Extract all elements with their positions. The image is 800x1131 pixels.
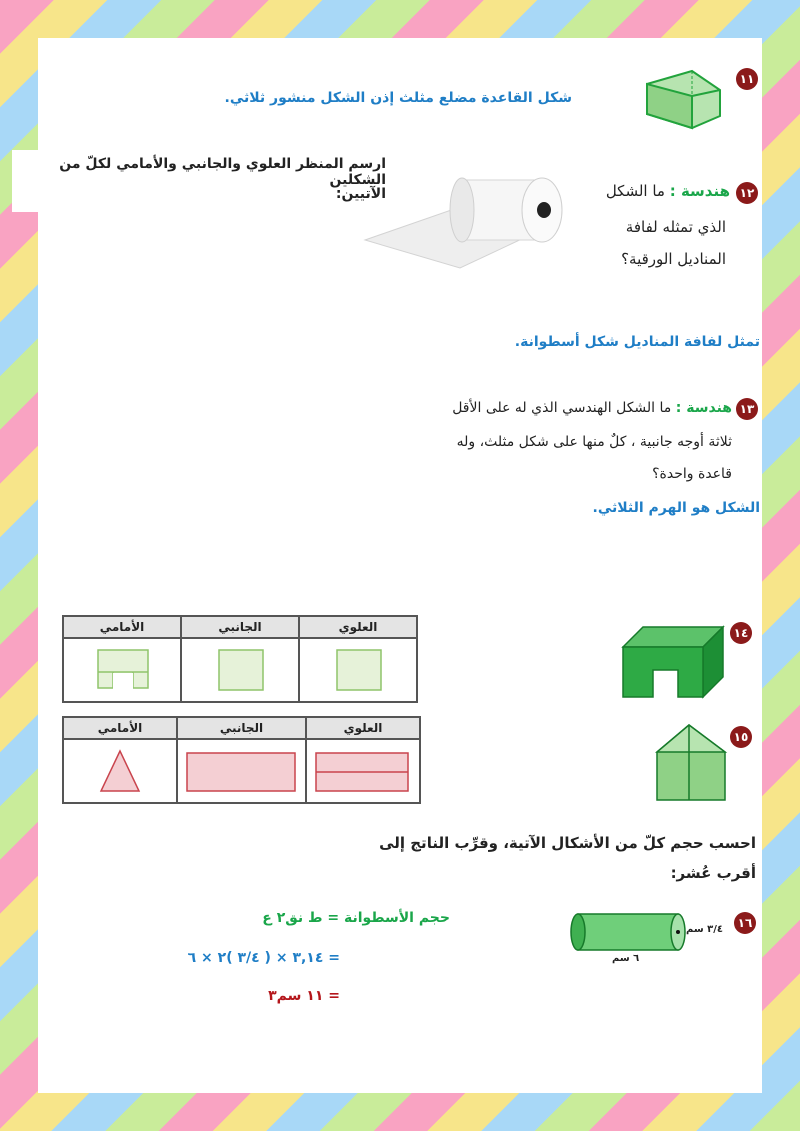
question-number-12: ١٢: [736, 182, 758, 204]
side-view-14: [181, 638, 299, 702]
question-13-line1: [380, 400, 732, 416]
views-table-14: [62, 615, 418, 703]
question-13-text1: ما الشكل الهندسي الذي له على الأقل: [452, 400, 672, 416]
instruction-views-line2: الآتيين:: [335, 186, 386, 202]
triangular-prism-upright-figure: [652, 720, 730, 806]
header-side-15: الجانبي: [177, 717, 306, 739]
answer-12: تمثل لفافة المناديل شكل أسطوانة.: [514, 334, 760, 350]
topic-label-13: هندسة :: [675, 400, 732, 416]
answer-13: الشكل هو الهرم الثلاثي.: [592, 500, 760, 516]
answer-11: شكل القاعدة مضلع مثلث إذن الشكل منشور ثلاثي.: [224, 90, 572, 106]
instruction-views-line1: ارسم المنظر العلوي والجانبي والأمامي لكلّ من الشكلين: [59, 156, 386, 188]
question-number-14: ١٤: [730, 622, 752, 644]
volume-result: = ١١ سم٣: [268, 988, 340, 1004]
views-table-15: [62, 716, 421, 804]
header-side-14: الجانبي: [181, 616, 299, 638]
header-front-14: الأمامي: [63, 616, 181, 638]
question-number-11: ١١: [736, 68, 758, 90]
top-view-15: [306, 739, 420, 803]
volume-formula: حجم الأسطوانة = ط نق٢ ع: [262, 910, 450, 926]
question-12-line1: [580, 182, 730, 200]
cylinder-figure: [568, 908, 688, 958]
question-13-line3: قاعدة واحدة؟: [652, 466, 732, 482]
question-12-line2: الذي تمثله لفافة: [625, 218, 726, 236]
side-view-15: [177, 739, 306, 803]
question-12-line3: المناديل الورقية؟: [621, 250, 726, 268]
instruction-volume-line1: احسب حجم كلّ من الأشكال الآتية، وقرِّب الناتج إلى: [379, 834, 756, 852]
question-number-13: ١٣: [736, 398, 758, 420]
top-view-14: [299, 638, 417, 702]
header-top-14: العلوي: [299, 616, 417, 638]
front-view-15: [63, 739, 177, 803]
question-number-16: ١٦: [734, 912, 756, 934]
radius-label: ٣/٤ سم: [686, 924, 724, 935]
instruction-volume-line2: أقرب عُشر:: [670, 864, 756, 882]
triangular-prism-figure: [642, 66, 726, 130]
notched-block-figure: [618, 622, 728, 700]
header-top-15: العلوي: [306, 717, 420, 739]
question-number-15: ١٥: [730, 726, 752, 748]
paper-towel-roll-image: [360, 160, 565, 270]
length-label: ٦ سم: [612, 953, 640, 964]
front-view-14: [63, 638, 181, 702]
question-12-text1: ما الشكل: [605, 182, 665, 200]
volume-step-1: = ٣,١٤ × ( ٣/٤ )٢ × ٦: [187, 950, 340, 966]
header-front-15: الأمامي: [63, 717, 177, 739]
question-13-line2: ثلاثة أوجه جانبية ، كلٌ منها على شكل مثلث، وله: [456, 434, 732, 450]
topic-label-12: هندسة :: [669, 182, 730, 200]
